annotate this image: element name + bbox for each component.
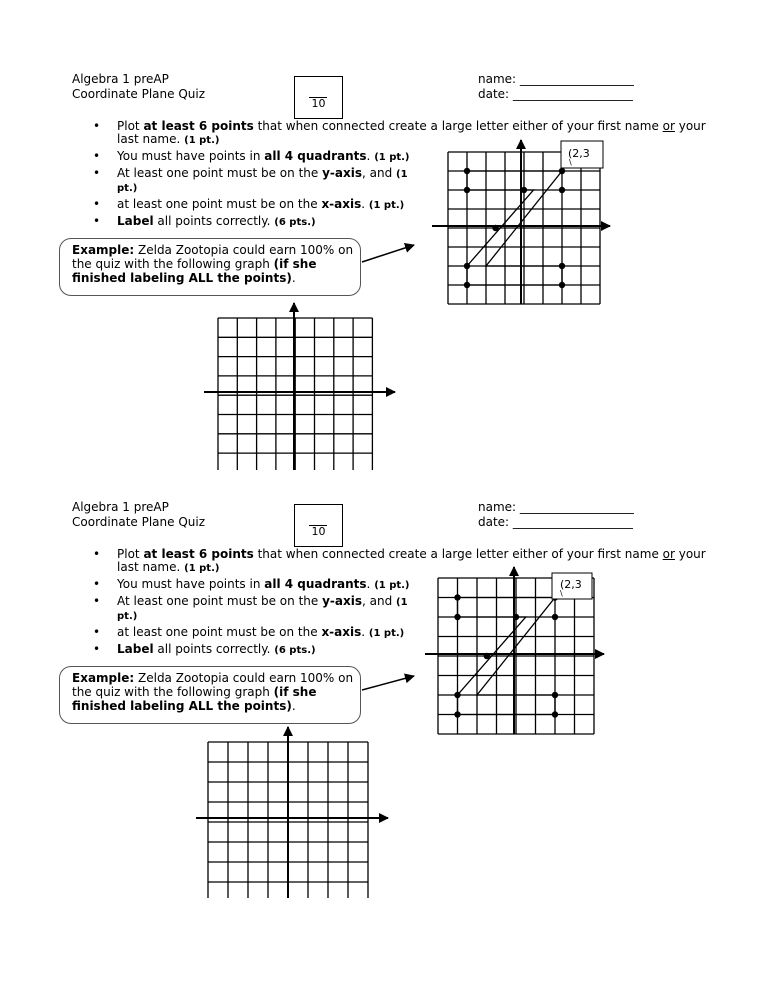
example-callout: Example: Zelda Zootopia could earn 100% on the quiz with the following graph (if she finished labeling ALL the points).	[59, 238, 361, 296]
plotted-point	[559, 168, 565, 174]
plotted-point	[513, 614, 519, 620]
callout-arrow	[362, 245, 414, 262]
plotted-point	[464, 282, 470, 288]
plotted-point	[492, 225, 498, 231]
quiz-section-1	[0, 0, 768, 470]
point-label: (2,3	[560, 578, 582, 591]
quiz-section-2	[0, 428, 768, 898]
blank-graph	[196, 727, 388, 898]
name-field[interactable]: name: ___________________	[478, 72, 634, 86]
rule-item: • Plot at least 6 points that when connected create a large letter either of your first name or your last name. (1 pt.)	[93, 548, 713, 575]
point-label: (2,3	[568, 147, 590, 160]
plotted-point	[552, 692, 558, 698]
rule-item: • Label all points correctly. (6 pts.)	[93, 643, 713, 657]
plotted-point	[559, 187, 565, 193]
plotted-point	[464, 187, 470, 193]
graphs-layer	[0, 428, 768, 898]
rule-item: • at least one point must be on the x-axis. (1 pt.)	[93, 626, 713, 640]
callout-arrow	[362, 676, 414, 690]
plotted-point	[464, 168, 470, 174]
quiz-title: Coordinate Plane Quiz	[72, 87, 206, 101]
date-field[interactable]: date: ____________________	[478, 515, 633, 529]
score-total: 10	[311, 525, 326, 538]
rule-item: • At least one point must be on the y-axis, and (1 pt.)	[93, 595, 427, 623]
rule-item: • You must have points in all 4 quadrants. (1 pt.)	[93, 578, 713, 592]
rule-item: • Plot at least 6 points that when connected create a large letter either of your first name or your last name. (1 pt.)	[93, 120, 713, 147]
rule-item: • At least one point must be on the y-axis, and (1 pt.)	[93, 167, 427, 195]
quiz-title: Coordinate Plane Quiz	[72, 515, 206, 529]
point-label-box	[561, 141, 603, 168]
date-field[interactable]: date: ____________________	[478, 87, 633, 101]
svg-text:\: \	[569, 158, 572, 167]
plotted-point	[521, 187, 527, 193]
plotted-point	[552, 614, 558, 620]
plotted-point	[552, 711, 558, 717]
plotted-point	[454, 614, 460, 620]
plotted-point	[559, 263, 565, 269]
rule-item: • Label all points correctly. (6 pts.)	[93, 215, 713, 229]
plotted-point	[454, 711, 460, 717]
graphs-layer	[0, 0, 768, 470]
rule-item: • at least one point must be on the x-axis. (1 pt.)	[93, 198, 713, 212]
plotted-point	[559, 282, 565, 288]
svg-text:\: \	[560, 589, 563, 598]
rule-item: • You must have points in all 4 quadrants. (1 pt.)	[93, 150, 713, 164]
plotted-point	[464, 263, 470, 269]
plotted-point	[454, 692, 460, 698]
plotted-point	[484, 653, 490, 659]
plotted-point	[454, 594, 460, 600]
course-name: Algebra 1 preAP	[72, 500, 169, 514]
name-field[interactable]: name: ___________________	[478, 500, 634, 514]
point-label-box	[552, 573, 592, 599]
example-callout: Example: Zelda Zootopia could earn 100% on the quiz with the following graph (if she finished labeling ALL the points).	[59, 666, 361, 724]
score-total: 10	[311, 97, 326, 110]
course-name: Algebra 1 preAP	[72, 72, 169, 86]
